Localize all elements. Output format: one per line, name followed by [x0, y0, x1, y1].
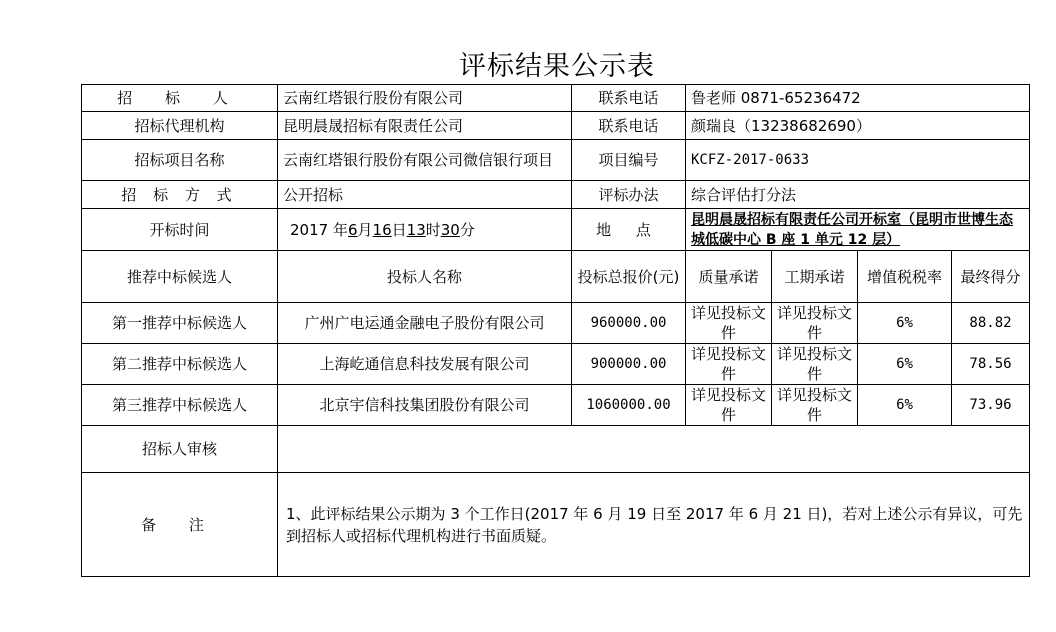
- opening-hour-unit: 时: [425, 220, 441, 239]
- candidate-vat: 6%: [858, 385, 952, 426]
- method-row: [82, 181, 1030, 209]
- candidate-quality: 详见投标文件: [686, 344, 772, 385]
- candidates-header-row: [82, 251, 1030, 303]
- agency-label: 招标代理机构: [82, 112, 278, 140]
- header-vat: 增值税税率: [858, 251, 952, 303]
- opening-minute: 30: [440, 220, 460, 239]
- page-title: 评标结果公示表: [459, 51, 655, 82]
- candidate-rank: 第一推荐中标候选人: [82, 303, 278, 344]
- eval-value: 综合评估打分法: [686, 181, 1030, 209]
- review-label: 招标人审核: [82, 426, 278, 473]
- project-no: KCFZ-2017-0633: [686, 140, 1030, 181]
- header-rank: 推荐中标候选人: [82, 251, 278, 303]
- opening-row: [82, 209, 1030, 251]
- review-row: [82, 426, 1030, 473]
- review-value: [278, 426, 1030, 473]
- candidate-score: 88.82: [952, 303, 1030, 344]
- header-quality: 质量承诺: [686, 251, 772, 303]
- opening-time: [278, 209, 572, 251]
- candidate-price: 1060000.00: [572, 385, 686, 426]
- candidate-period: 详见投标文件: [772, 385, 858, 426]
- tenderee-phone-label: 联系电话: [572, 85, 686, 112]
- remarks-row: [82, 473, 1030, 577]
- candidate-name: 上海屹通信息科技发展有限公司: [278, 344, 572, 385]
- opening-day: 16: [372, 220, 392, 239]
- candidate-row: [82, 344, 1030, 385]
- agency-row: [82, 112, 1030, 140]
- candidate-name: 北京宇信科技集团股份有限公司: [278, 385, 572, 426]
- candidate-rank: 第三推荐中标候选人: [82, 385, 278, 426]
- opening-hour: 13: [406, 220, 426, 239]
- project-label: 招标项目名称: [82, 140, 278, 181]
- place-value: 昆明晨晟招标有限责任公司开标室（昆明市世博生态城低碳中心 B 座 1 单元 12 层）: [686, 209, 1030, 251]
- opening-label: 开标时间: [82, 209, 278, 251]
- candidate-quality: 详见投标文件: [686, 303, 772, 344]
- candidate-row: [82, 303, 1030, 344]
- opening-year-unit: 年: [332, 220, 348, 239]
- header-name: 投标人名称: [278, 251, 572, 303]
- method-label: 招 标 方 式: [82, 181, 278, 209]
- candidate-name: 广州广电运通金融电子股份有限公司: [278, 303, 572, 344]
- candidate-price: 960000.00: [572, 303, 686, 344]
- tenderee-label: 招 标 人: [82, 85, 278, 112]
- opening-month: 6: [347, 220, 358, 239]
- candidate-vat: 6%: [858, 344, 952, 385]
- agency-phone: 颜瑞良（13238682690）: [686, 112, 1030, 140]
- opening-month-unit: 月: [357, 220, 373, 239]
- opening-minute-unit: 分: [459, 220, 475, 239]
- project-no-label: 项目编号: [572, 140, 686, 181]
- place-label: 地 点: [572, 209, 686, 251]
- tenderee-phone: 鲁老师 0871-65236472: [686, 85, 1030, 112]
- candidate-score: 78.56: [952, 344, 1030, 385]
- project-value: 云南红塔银行股份有限公司微信银行项目: [278, 140, 572, 181]
- eval-label: 评标办法: [572, 181, 686, 209]
- project-row: [82, 140, 1030, 181]
- candidate-score: 73.96: [952, 385, 1030, 426]
- header-period: 工期承诺: [772, 251, 858, 303]
- agency-value: 昆明晨晟招标有限责任公司: [278, 112, 572, 140]
- candidate-row: [82, 385, 1030, 426]
- candidate-quality: 详见投标文件: [686, 385, 772, 426]
- candidate-rank: 第二推荐中标候选人: [82, 344, 278, 385]
- candidate-price: 900000.00: [572, 344, 686, 385]
- agency-phone-label: 联系电话: [572, 112, 686, 140]
- remarks-text: 1、此评标结果公示期为 3 个工作日(2017 年 6 月 19 日至 2017 年 6 月 21 日)，若对上述公示有异议，可先到招标人或招标代理机构进行书面质疑。: [278, 473, 1030, 577]
- header-score: 最终得分: [952, 251, 1030, 303]
- tenderee-row: [82, 85, 1030, 112]
- opening-year: 2017: [290, 220, 329, 239]
- candidate-period: 详见投标文件: [772, 303, 858, 344]
- result-table: [81, 84, 1030, 577]
- method-value: 公开招标: [278, 181, 572, 209]
- remarks-label: 备 注: [82, 473, 278, 577]
- opening-day-unit: 日: [391, 220, 407, 239]
- tenderee-value: 云南红塔银行股份有限公司: [278, 85, 572, 112]
- header-price: 投标总报价(元): [572, 251, 686, 303]
- candidate-vat: 6%: [858, 303, 952, 344]
- candidate-period: 详见投标文件: [772, 344, 858, 385]
